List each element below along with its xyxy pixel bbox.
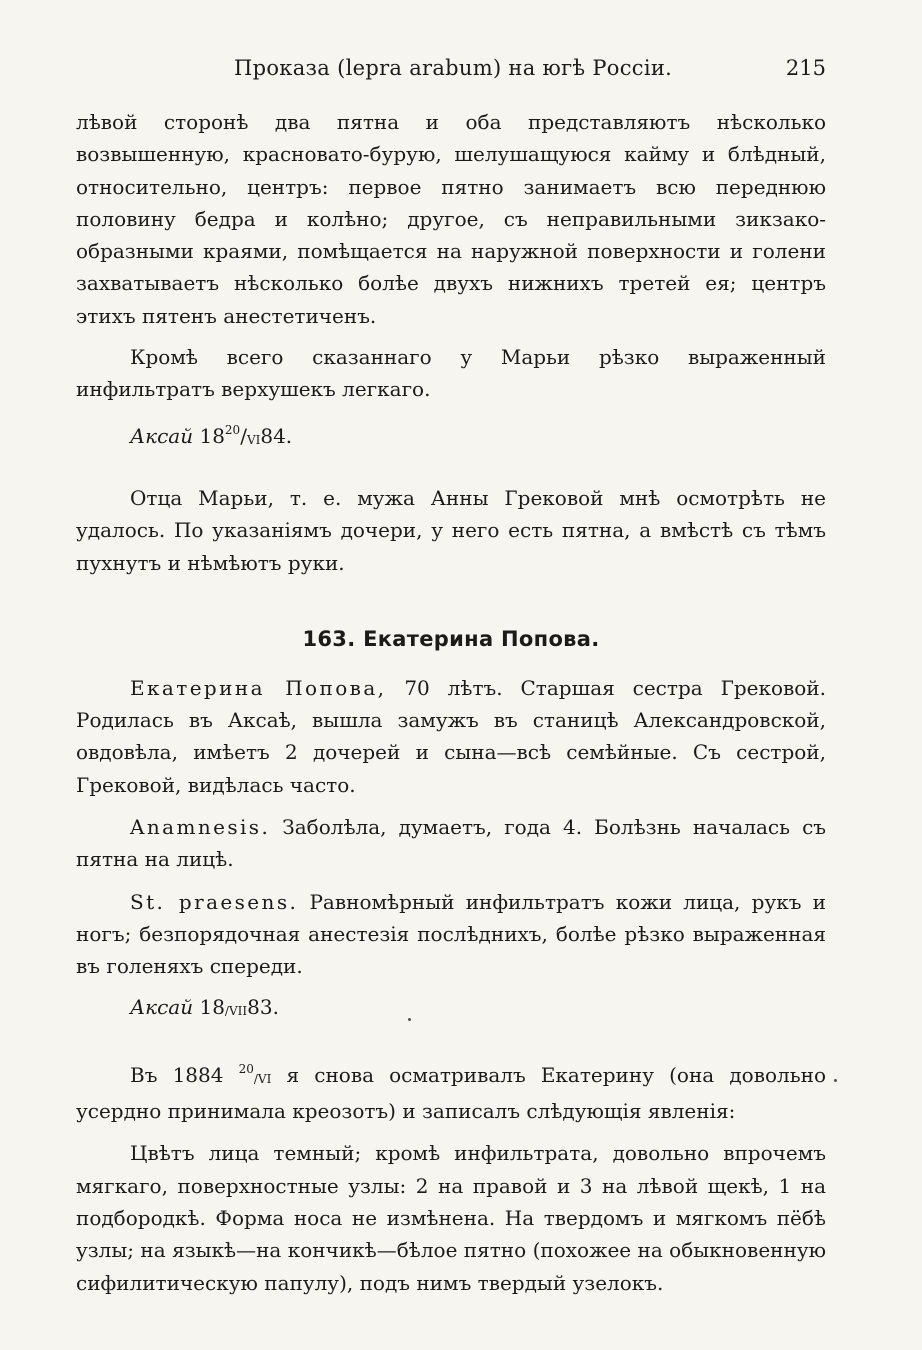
page-header (76, 56, 826, 92)
place-date-signature-1 (130, 414, 826, 456)
running-title: Проказа (lepra arabum) на югѣ Россіи. (234, 56, 673, 80)
signature-place: Аксай (130, 994, 194, 1019)
page-number: 215 (785, 56, 826, 80)
anamnesis-term: Anamnesis. (130, 815, 271, 840)
paragraph-lung-infiltrate: Кромѣ всего сказаннаго у Марьи рѣзко выраженный инфильтратъ верхушекъ легкаго. (76, 345, 826, 402)
print-speck (834, 1079, 837, 1082)
case-heading: 163. Екатерина Попова. (302, 626, 600, 651)
print-speck (408, 1018, 411, 1021)
place-date-signature-2 (130, 991, 826, 1027)
paragraph-findings: Цвѣтъ лица темный; кромѣ инфильтрата, довольно впрочемъ мягкаго, поверхностные узлы: 2 на правой и 3 на лѣвой щекѣ, 1 на подбородкѣ. Форма носа не измѣнена. На твердомъ и мягкомъ пёбѣ узлы; на языкѣ—на кончикѣ—бѣлое пятно (похожее на обыкновенную сифилитическую папулу), подъ нимъ твердый узелокъ. (76, 1141, 826, 1295)
patient-name: Екатерина Попова, (130, 675, 387, 700)
paragraph-continued: лѣвой сторонѣ два пятна и оба представляютъ нѣсколько возвышенную, красновато-бурую, шелушащуюся кайму и блѣдный, относительно, центръ: первое пятно занимаетъ всю переднюю половину бедра и колѣно; другое, съ неправильными зикзако-образными краями, помѣщается на наружной поверхности и голени захватываетъ нѣсколько болѣе двухъ нижнихъ третей ея; центръ этихъ пятенъ анестетиченъ. (76, 110, 826, 328)
paragraph-anamnesis: Anamnesis. Заболѣла, думаетъ, года 4. Болѣзнь началась съ пятна на лицѣ. (76, 815, 826, 872)
paragraph-status-praesens: St. praesens. Равномѣрный инфильтратъ кожи лица, рукъ и ногъ; безпорядочная анестезія послѣднихъ, болѣе рѣзко выраженная въ голеняхъ спереди. (76, 889, 826, 979)
paragraph-father: Отца Марьи, т. е. мужа Анны Грековой мнѣ осмотрѣть не удалось. По указаніямъ дочери, у него есть пятна, а вмѣстѣ съ тѣмъ пухнутъ и нѣмѣютъ руки. (76, 485, 826, 575)
signature-date: $18^{20}/_{VI}84$. (199, 422, 293, 448)
status-term: St. praesens. (130, 889, 299, 914)
signature-place: Аксай (130, 423, 194, 448)
paragraph-patient-intro: Екатерина Попова, 70 лѣтъ. Старшая сестра Грековой. Родилась въ Аксаѣ, вышла замужъ въ станицѣ Александровской, овдовѣла, имѣетъ 2 дочерей и сына—всѣ семѣйные. Съ сестрой, Грековой, видѣлась часто. (76, 675, 826, 797)
signature-date: $18_{/VII}83$. (199, 994, 279, 1019)
paragraph-reexamination: Въ 1884 $^{20}_{/VI}$ я снова осматривалъ Екатерину (она довольно усердно принимала креозотъ) и записалъ слѣдующія явленія: (76, 1061, 826, 1124)
page-body (76, 106, 826, 1299)
